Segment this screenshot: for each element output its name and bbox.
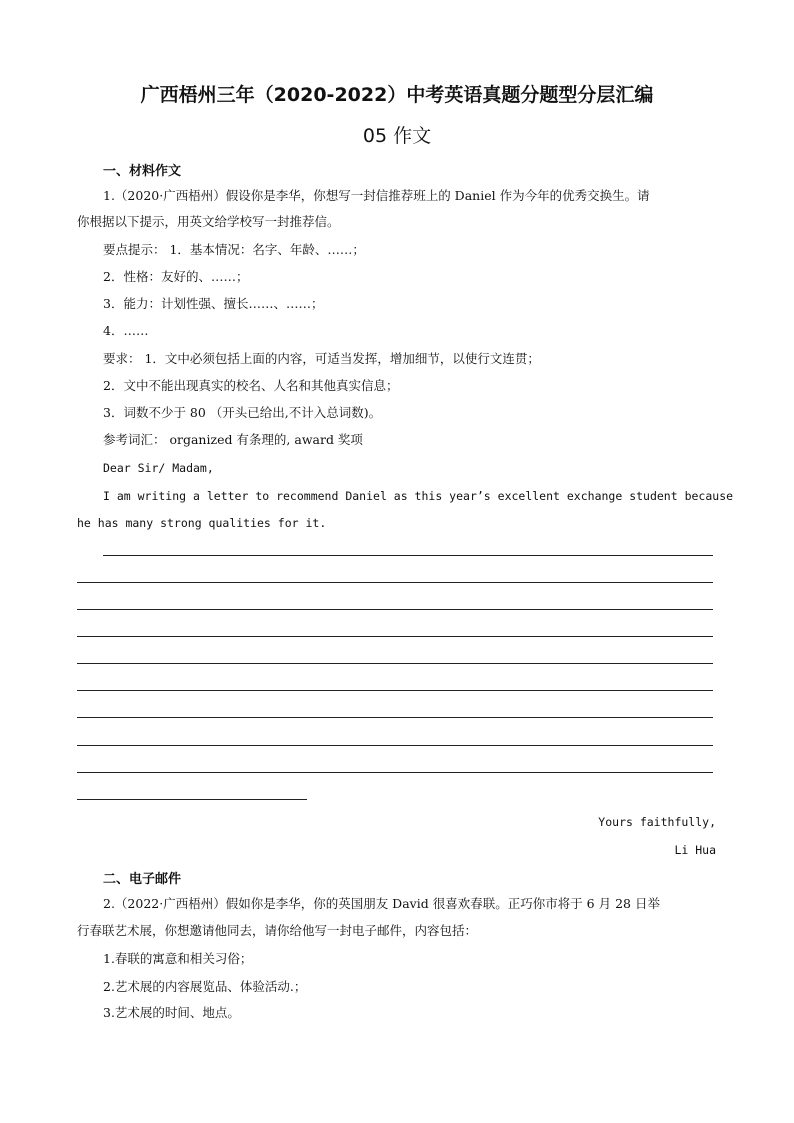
requirement-line-2: 2．文中不能出现真实的校名、人名和其他真实信息；	[103, 378, 399, 393]
writing-line[interactable]	[77, 663, 713, 664]
question-2-prompt-line-2: 行春联艺术展，你想邀请他同去，请你给他写一封电子邮件，内容包括：	[77, 923, 478, 938]
writing-line-short[interactable]	[77, 799, 307, 800]
writing-line[interactable]	[77, 636, 713, 637]
document-subtitle: 05 作文	[362, 125, 432, 147]
requirement-line-1: 要求： 1．文中必须包括上面的内容，可适当发挥，增加细节，以使行文连贯；	[103, 351, 540, 366]
email-content-item-2: 2.艺术展的内容展览品、体验活动.；	[103, 979, 307, 994]
document-title: 广西梧州三年（2020-2022）中考英语真题分题型分层汇编	[140, 84, 654, 106]
writing-line[interactable]	[77, 717, 713, 718]
requirement-line-3: 3．词数不少于 80 （开头已给出,不计入总词数)。	[103, 405, 382, 420]
letter-greeting: Dear Sir/ Madam,	[103, 461, 214, 475]
tip-line-1: 要点提示： 1．基本情况：名字、年龄、……；	[103, 242, 365, 257]
email-content-item-3: 3.艺术展的时间、地点。	[103, 1005, 240, 1020]
section-heading-material-writing: 一、材料作文	[103, 164, 182, 179]
writing-line[interactable]	[103, 555, 713, 556]
question-1-prompt-line-1: 1.（2020·广西梧州）假设你是李华，你想写一封信推荐班上的 Daniel 作为今年的优秀交换生。请	[103, 188, 650, 203]
writing-line[interactable]	[77, 772, 713, 773]
vocabulary-hint: 参考词汇： organized 有条理的, award 奖项	[103, 432, 363, 447]
tip-line-3: 3．能力：计划性强、擅长……、……；	[103, 296, 324, 311]
tip-line-4: 4．……	[103, 323, 149, 338]
writing-line[interactable]	[77, 609, 713, 610]
writing-line[interactable]	[77, 690, 713, 691]
writing-line[interactable]	[77, 745, 713, 746]
letter-body-line-2: he has many strong qualities for it.	[77, 516, 327, 530]
letter-signature: Li Hua	[674, 843, 716, 857]
writing-line[interactable]	[77, 582, 713, 583]
email-content-item-1: 1.春联的寓意和相关习俗；	[103, 951, 253, 966]
letter-body-line-1: I am writing a letter to recommend Daniel as this year’s excellent exchange student because	[103, 489, 734, 503]
question-2-prompt-line-1: 2.（2022·广西梧州）假如你是李华，你的英国朋友 David 很喜欢春联。正巧你市将于 6 月 28 日举	[103, 896, 660, 911]
section-heading-email: 二、电子邮件	[103, 872, 182, 887]
tip-line-2: 2．性格：友好的、……；	[103, 269, 249, 284]
question-1-prompt-line-2: 你根据以下提示，用英文给学校写一封推荐信。	[77, 214, 340, 229]
letter-closing: Yours faithfully,	[598, 815, 716, 829]
